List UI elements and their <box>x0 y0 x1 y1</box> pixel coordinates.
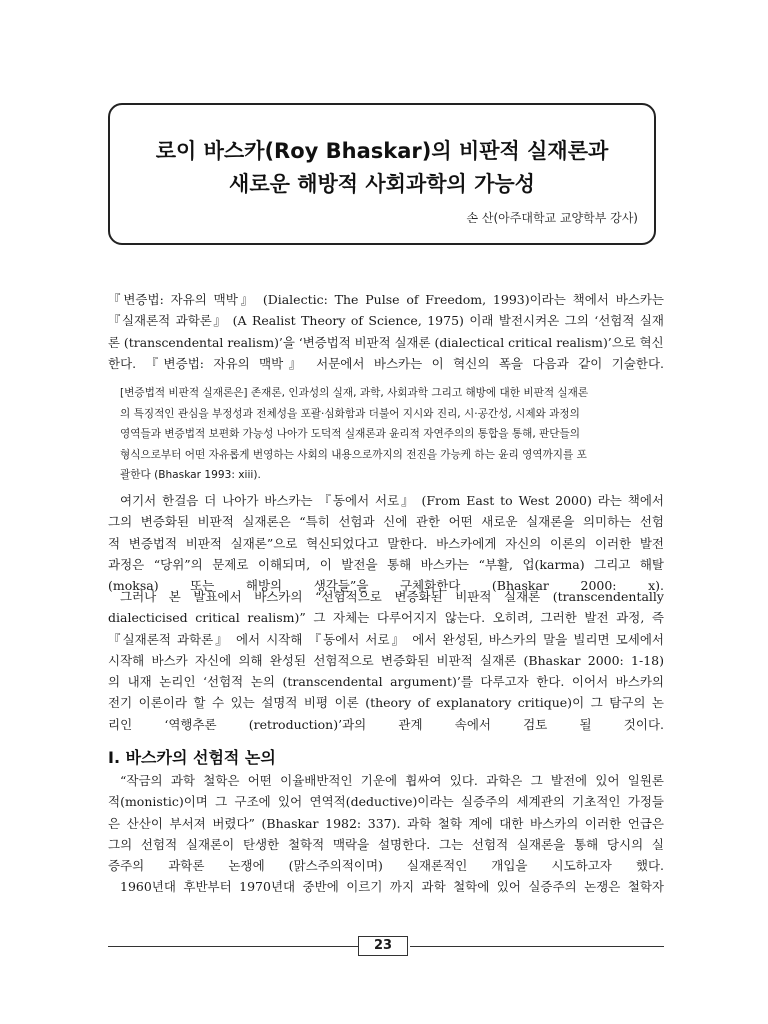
text-line: 한다. 『변증법: 자유의 맥박』 서문에서 바스카는 이 혁신의 폭을 다음과 같이 기술한다. <box>108 355 664 371</box>
quote-line: 괄한다 (Bhaskar 1993: xiii). <box>120 469 261 482</box>
text-line: “작금의 과학 철학은 어떤 이율배반적인 기운에 휩싸여 있다. 과학은 그 발전에 있어 일원론 <box>120 773 664 788</box>
text-line: 그러나 본 발표에서 바스카의 “선험적으로 변증화된 비판적 실재론 (transcendentally <box>120 589 664 604</box>
text-line: 여기서 한걸음 더 나아가 바스카는 『동에서 서로』 (From East to West 2000) 라는 책에서 <box>120 493 664 508</box>
text-line: 과정은 “당위”의 문제로 이해되며, 이 발전을 통해 바스카는 “부활, 업(karma) 그리고 해탈 <box>108 556 664 572</box>
paper-title-line-2: 새로운 해방적 사회과학의 가능성 <box>229 172 535 196</box>
paragraph-2 <box>108 490 664 596</box>
page-number: 23 <box>358 936 408 956</box>
text-line: 론 (transcendental realism)’을 ‘변증법적 비판적 실재론 (dialectical critical realism)’으로 혁신 <box>108 334 664 350</box>
text-line: 리인 ‘역행추론 (retroduction)’과의 관계 속에서 검토 될 것이다. <box>108 716 664 732</box>
quote-line: 형식으로부터 어떤 자유롭게 번영하는 사회의 내용으로까지의 전진을 가능케 하는 윤리 영역까지를 포 <box>120 448 587 461</box>
text-line: 『실재론적 과학론』 (A Realist Theory of Science, 1975) 이래 발전시켜온 그의 ‘선험적 실재 <box>108 313 664 329</box>
text-line: 증주의 과학론 논쟁에 (맑스주의적이며) 실재론적인 개입을 시도하고자 했다. <box>108 858 664 874</box>
text-line: 그의 선험적 실재론이 탄생한 철학적 맥락을 설명한다. 그는 선험적 실재론을 통해 당시의 실 <box>108 836 664 852</box>
footer-rule-right <box>410 946 664 947</box>
footer-rule-left <box>108 946 358 947</box>
paragraph-3 <box>108 586 664 735</box>
intro-paragraph <box>108 289 664 374</box>
text-line: 『변증법: 자유의 맥박』 (Dialectic: The Pulse of Freedom, 1993)이라는 책에서 바스카는 <box>108 292 664 307</box>
text-line: 적(monistic)이며 그 구조에 있어 연역적(deductive)이라는 실증주의 세계관의 기초적인 가정들 <box>108 794 664 810</box>
title-box <box>108 103 656 245</box>
text-line: 그의 변증화된 비판적 실재론은 “특히 선험과 신에 관한 어떤 새로운 실재론을 의미하는 선험 <box>108 514 664 530</box>
text-line: 1960년대 후반부터 1970년대 중반에 이르기 까지 과학 철학에 있어 실증주의 논쟁은 철학자 <box>120 879 664 894</box>
text-line: dialecticised critical realism)” 그 자체는 다루어지지 않는다. 오히려, 그러한 발전 과정, 즉 <box>108 610 664 626</box>
text-line: 은 산산이 부서져 버렸다” (Bhaskar 1982: 337). 과학 철학 계에 대한 바스카의 이러한 언급은 <box>108 815 664 831</box>
text-line: 『실재론적 과학론』 에서 시작해 『동에서 서로』 에서 완성된, 바스카의 말을 빌리면 모세에서 <box>108 631 664 647</box>
block-quote <box>120 383 654 486</box>
section-heading: Ⅰ. 바스카의 선험적 논의 <box>108 748 276 767</box>
quote-line: [변증법적 비판적 실재론은] 존재론, 인과성의 실재, 과학, 사회과학 그리고 해방에 대한 비판적 실재론 <box>120 387 589 399</box>
paragraph-4 <box>108 770 664 876</box>
text-line: 시작해 바스카 자신에 의해 완성된 선험적으로 변증화된 비판적 실재론 (Bhaskar 2000: 1-18) <box>108 652 664 668</box>
quote-line: 의 특징적인 관심을 부정성과 전체성을 포괄·심화함과 더불어 지시와 진리, 시·공간성, 시제와 과정의 <box>120 407 580 420</box>
text-line: 의 내재 논리인 ‘선험적 논의 (transcendental argument)’를 다루고자 한다. 이어서 바스카의 <box>108 674 664 690</box>
text-line: 전기 이론이라 할 수 있는 설명적 비평 이론 (theory of explanatory critique)이 그 탐구의 논 <box>108 695 664 711</box>
paper-title-line-1: 로이 바스카(Roy Bhaskar)의 비판적 실재론과 <box>155 139 609 163</box>
quote-line: 영역들과 변증법적 보편화 가능성 나아가 도덕적 실재론과 윤리적 자연주의의 통합을 통해, 판단들의 <box>120 428 580 441</box>
text-line: 적 변증법적 비판적 실재론”으로 혁신되었다고 말한다. 바스카에게 자신의 이론의 이러한 발전 <box>108 535 664 551</box>
author-affiliation: 손 산(아주대학교 교양학부 강사) <box>466 211 638 225</box>
text-line: (moksa) 또는 해방의 생각들”을 구체화한다 (Bhaskar 2000: x). <box>108 578 664 594</box>
paragraph-5 <box>108 876 664 897</box>
